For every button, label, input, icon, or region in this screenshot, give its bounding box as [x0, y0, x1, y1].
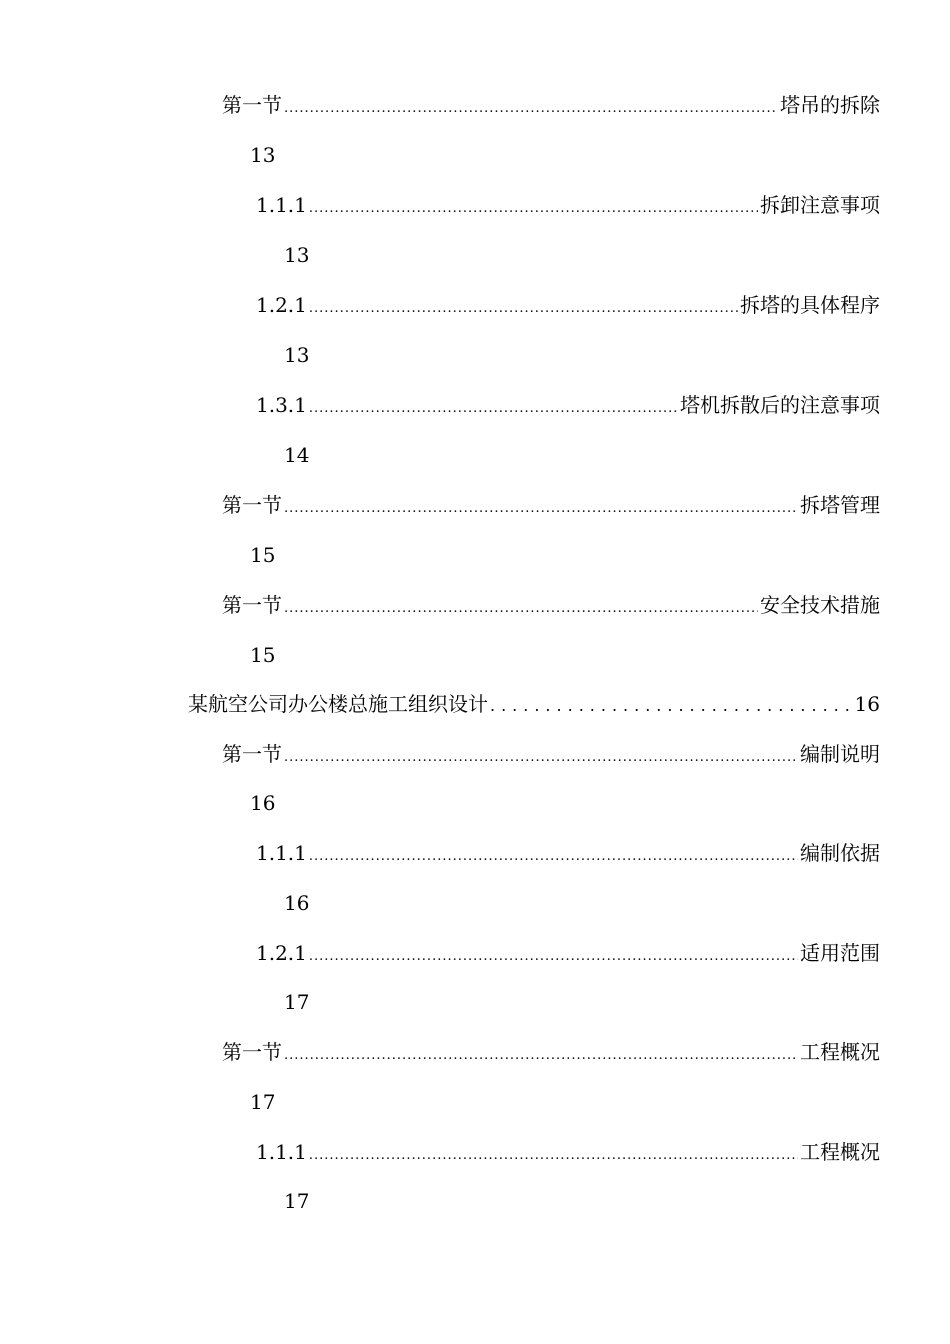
toc-entry[interactable] [256, 190, 880, 220]
toc-entry-title: 编制说明 [800, 742, 880, 766]
toc-entry-label: 第一节 [222, 493, 282, 517]
toc-dot-leader [309, 294, 738, 324]
toc-entry-label: 第一节 [222, 742, 282, 766]
toc-entry[interactable] [256, 838, 880, 868]
toc-dot-leader [284, 94, 778, 124]
toc-entry-title: 拆塔的具体程序 [740, 293, 880, 317]
toc-entry-title: 适用范围 [800, 941, 880, 965]
toc-entry[interactable] [222, 739, 880, 769]
toc-entry[interactable] [256, 290, 880, 320]
toc-chapter-entry[interactable] [188, 689, 880, 719]
toc-page-number: 14 [284, 443, 310, 467]
toc-page-number: 17 [284, 990, 310, 1014]
toc-entry-label: 第一节 [222, 593, 282, 617]
toc-dot-leader [309, 394, 678, 424]
toc-entry-title: 工程概况 [800, 1140, 880, 1164]
toc-dot-leader [284, 1041, 798, 1071]
toc-entry-title: 安全技术措施 [760, 593, 880, 617]
toc-dot-leader [284, 494, 798, 524]
toc-chapter-page: 16 [854, 692, 880, 716]
toc-dot-leader [284, 743, 798, 773]
toc-entry-title: 工程概况 [800, 1040, 880, 1064]
toc-page-number: 16 [284, 891, 310, 915]
toc-entry-title: 拆塔管理 [800, 493, 880, 517]
toc-page-number: 13 [284, 343, 310, 367]
toc-entry-label: 第一节 [222, 93, 282, 117]
toc-entry-title: 拆卸注意事项 [760, 193, 880, 217]
toc-entry-label: 1.1.1 [256, 1140, 307, 1164]
toc-entry[interactable] [256, 390, 880, 420]
toc-dot-leader [309, 194, 758, 224]
toc-page-number: 15 [250, 543, 276, 567]
toc-dot-leader [309, 1141, 798, 1171]
toc-entry-label: 1.1.1 [256, 841, 307, 865]
toc-dot-leader [284, 594, 758, 624]
toc-page-number: 17 [250, 1090, 276, 1114]
toc-page-number: 16 [250, 791, 276, 815]
toc-entry[interactable] [256, 938, 880, 968]
toc-page-number: 15 [250, 643, 276, 667]
toc-entry-title: 塔吊的拆除 [780, 93, 880, 117]
toc-entry-label: 1.2.1 [256, 293, 307, 317]
toc-dot-leader [309, 942, 798, 972]
toc-entry-label: 1.2.1 [256, 941, 307, 965]
toc-entry-label: 1.1.1 [256, 193, 307, 217]
toc-page-number: 13 [250, 143, 276, 167]
toc-entry-label: 1.3.1 [256, 393, 307, 417]
toc-page-number: 13 [284, 243, 310, 267]
toc-page-number: 17 [284, 1189, 310, 1213]
toc-chapter-title: 某航空公司办公楼总施工组织设计 [188, 692, 488, 716]
toc-entry[interactable] [222, 90, 880, 120]
toc-entry-title: 编制依据 [800, 841, 880, 865]
toc-entry-title: 塔机拆散后的注意事项 [680, 393, 880, 417]
toc-dot-leader [490, 691, 853, 721]
toc-entry[interactable] [222, 490, 880, 520]
toc-entry[interactable] [222, 590, 880, 620]
toc-entry[interactable] [256, 1137, 880, 1167]
toc-entry[interactable] [222, 1037, 880, 1067]
toc-entry-label: 第一节 [222, 1040, 282, 1064]
toc-dot-leader [309, 842, 798, 872]
